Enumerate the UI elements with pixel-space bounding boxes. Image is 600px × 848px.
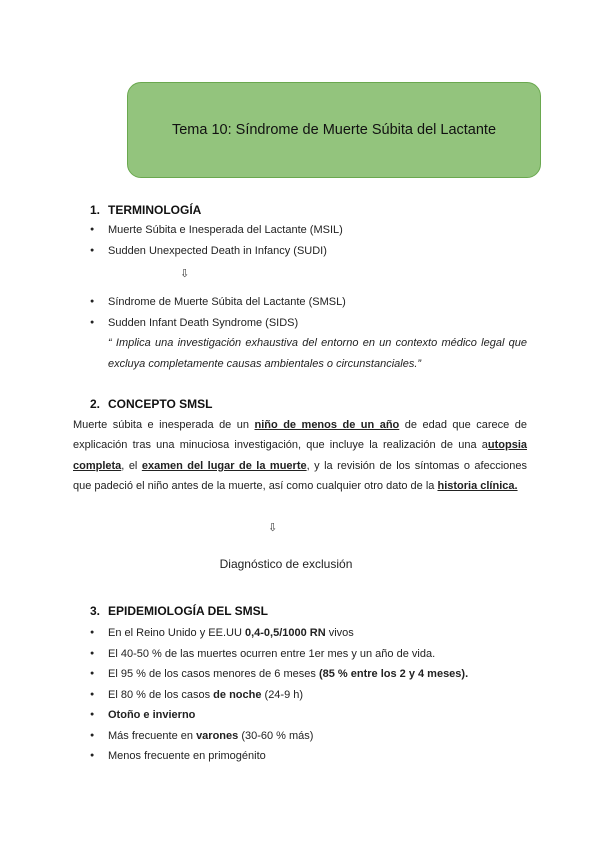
emphasis: de noche xyxy=(213,688,262,701)
emphasis: 0,4-0,5/1000 RN xyxy=(244,627,326,639)
text-run: de edad que carece de explicación tras una minuciosa investigación, que incluye la realización de una a xyxy=(73,419,528,452)
list-item: ● Menos frecuente en primogénito xyxy=(90,748,468,769)
emphasis: varones xyxy=(196,729,239,742)
emphasis-autopsy: utopsia completa xyxy=(73,439,527,472)
text-run: Muerte súbita e inesperada de un xyxy=(73,419,255,431)
text-run: vivos xyxy=(325,627,354,639)
terminology-list-a xyxy=(90,222,343,263)
section-title: EPIDEMIOLOGÍA DEL SMSL xyxy=(108,604,269,618)
arrow-down-icon: ⇩ xyxy=(268,522,278,534)
title-box xyxy=(127,82,541,178)
text-run: El 80 % de los casos xyxy=(108,688,214,701)
text-run: En el Reino Unido y EE.UU xyxy=(108,627,245,639)
list-item xyxy=(90,666,468,687)
text-run: , y la revisión de los síntomas o afecciones que padeció el niño antes de la muerte, así como cualquier otro dato de la xyxy=(73,459,527,492)
list-item: ● Sudden Unexpected Death in Infancy (SUDI) xyxy=(90,243,343,264)
section-number: 3. xyxy=(90,604,101,618)
list-item: ● El 40-50 % de las muertes ocurren entre 1er mes y un año de vida. xyxy=(90,646,468,667)
list-item xyxy=(90,625,468,646)
section-heading-concepto xyxy=(90,397,212,411)
definition-quote: “ Implica una investigación exhaustiva del entorno en un contexto médico legal que excluya completamente causas ambientales o circunstanciales.” xyxy=(108,337,527,370)
list-item xyxy=(90,707,468,728)
concept-paragraph xyxy=(73,415,527,496)
text-run: , el xyxy=(121,459,142,472)
emphasis: Otoño e invierno xyxy=(108,709,196,721)
section-number: 2. xyxy=(90,397,101,411)
emphasis: (85 % entre los 2 y 4 meses). xyxy=(318,668,469,680)
list-item: ● Sudden Infant Death Syndrome (SIDS) xyxy=(90,315,346,336)
section-heading-terminologia xyxy=(90,203,201,217)
page-title: Tema 10: Síndrome de Muerte Súbita del Lactante xyxy=(171,122,497,138)
section-title: TERMINOLOGÍA xyxy=(108,203,202,217)
list-item: ● Muerte Súbita e Inesperada del Lactante (MSIL) xyxy=(90,222,343,243)
text-run: (24-9 h) xyxy=(261,688,304,701)
epidemiology-list xyxy=(90,625,468,769)
emphasis-age: niño de menos de un año xyxy=(254,419,400,431)
emphasis-scene-exam: examen del lugar de la muerte xyxy=(141,459,307,472)
list-item xyxy=(90,687,468,708)
text-run: (30-60 % más) xyxy=(238,729,314,742)
section-title: CONCEPTO SMSL xyxy=(108,397,213,411)
exclusion-diagnosis: Diagnóstico de exclusión xyxy=(219,557,353,571)
text-run: El 95 % de los casos menores de 6 meses xyxy=(108,668,319,680)
emphasis-clinical-history: historia clínica. xyxy=(437,479,518,492)
terminology-list-b xyxy=(90,294,346,335)
list-item: ● Síndrome de Muerte Súbita del Lactante (SMSL) xyxy=(90,294,346,315)
arrow-down-icon: ⇩ xyxy=(180,268,190,280)
section-heading-epidemiologia xyxy=(90,604,268,618)
section-number: 1. xyxy=(90,203,101,217)
list-item xyxy=(90,728,468,749)
text-run: Más frecuente en xyxy=(108,729,197,742)
